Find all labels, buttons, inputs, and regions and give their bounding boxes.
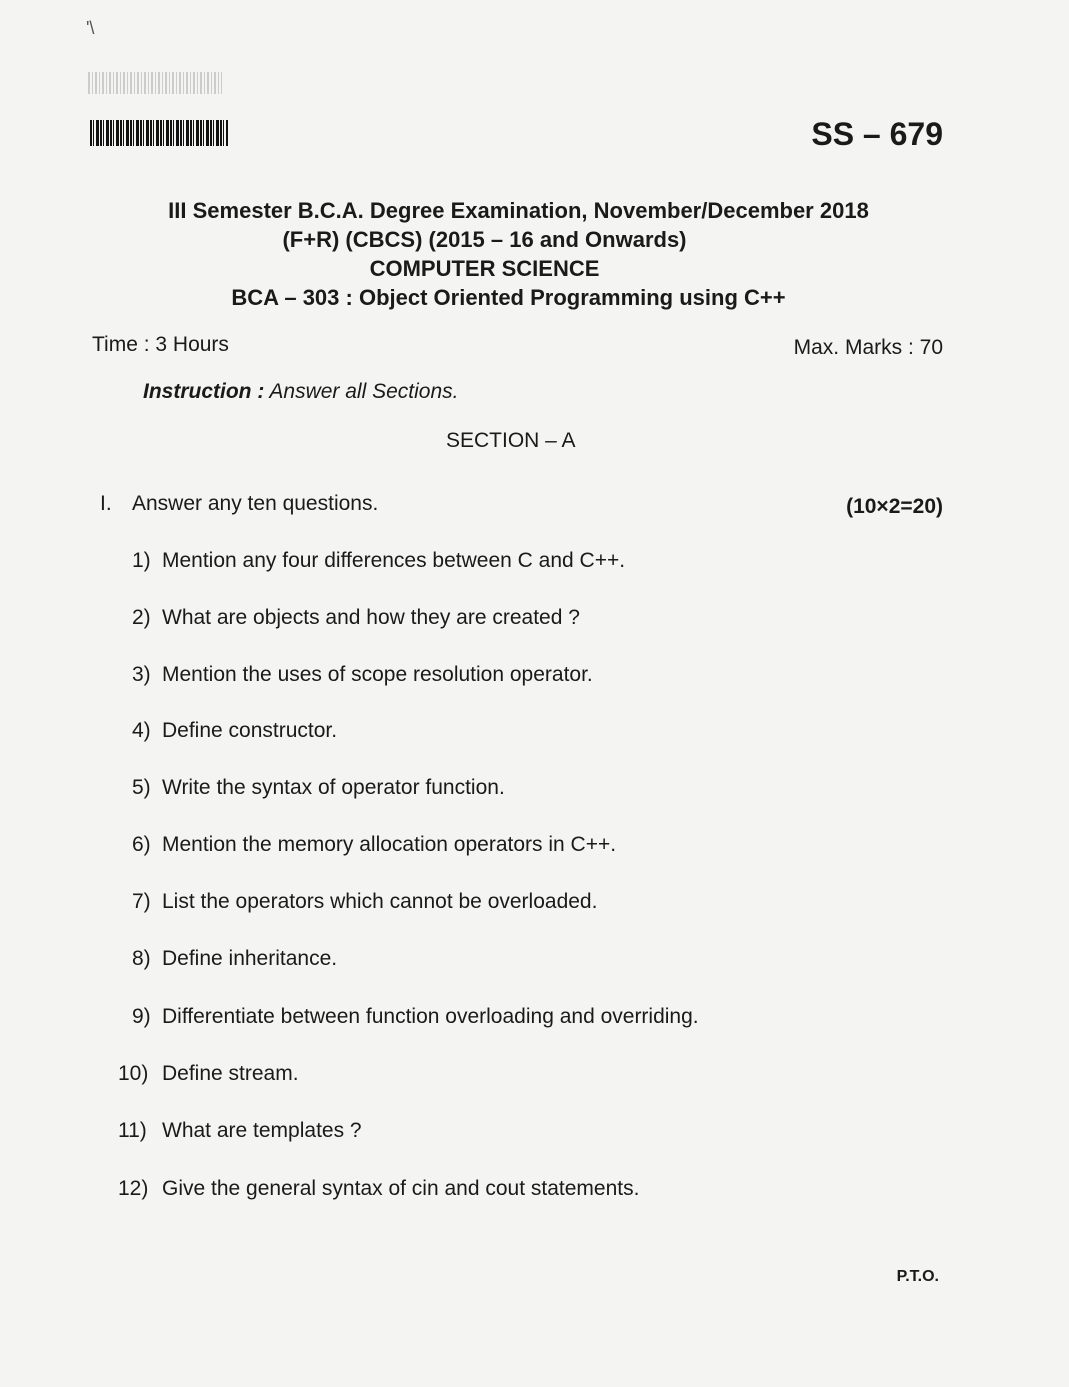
subject-title: COMPUTER SCIENCE (369, 256, 600, 281)
question-number: 6) (132, 833, 151, 856)
question-item (132, 890, 597, 914)
question-number: 9) (132, 1005, 151, 1028)
barcode-ghost (88, 72, 222, 94)
question-item (132, 606, 580, 630)
question-item (132, 1005, 699, 1029)
instruction-text: Answer all Sections. (269, 380, 459, 403)
exam-scheme: (F+R) (CBCS) (2015 – 16 and Onwards) (282, 227, 687, 252)
question-text: Give the general syntax of cin and cout statements. (162, 1177, 640, 1200)
question-number: 3) (132, 663, 151, 686)
question-text: What are templates ? (162, 1119, 362, 1142)
question-text: Define stream. (162, 1062, 299, 1085)
part-number: I. (100, 492, 112, 515)
paper-title: BCA – 303 : Object Oriented Programming using C++ (231, 285, 786, 310)
question-item (132, 776, 505, 800)
part-heading (100, 492, 378, 516)
page-edge-mark: '\ (86, 18, 95, 38)
question-text: List the operators which cannot be overloaded. (162, 890, 598, 913)
question-item (132, 719, 337, 743)
barcode (90, 120, 228, 146)
question-text: Differentiate between function overloading and overriding. (162, 1005, 699, 1028)
question-text: What are objects and how they are created ? (162, 606, 580, 629)
question-number: 4) (132, 719, 151, 742)
question-item (132, 947, 337, 971)
part-instruction: Answer any ten questions. (132, 492, 379, 515)
exam-time: Time : 3 Hours (92, 333, 229, 356)
question-number: 11) (118, 1119, 147, 1142)
question-text: Mention the uses of scope resolution operator. (162, 663, 593, 686)
question-number: 7) (132, 890, 151, 913)
question-item (132, 549, 625, 573)
question-item (118, 1119, 362, 1143)
instruction-label: Instruction : (143, 380, 265, 403)
question-item (132, 833, 616, 857)
question-number: 12) (118, 1177, 149, 1200)
question-text: Define constructor. (162, 719, 338, 742)
question-text: Mention any four differences between C and C++. (162, 549, 626, 572)
max-marks: Max. Marks : 70 (793, 336, 943, 359)
part-marks: (10×2=20) (846, 495, 943, 518)
question-text: Define inheritance. (162, 947, 338, 970)
instruction (143, 380, 458, 404)
question-item (118, 1062, 299, 1086)
question-number: 10) (118, 1062, 149, 1085)
question-number: 1) (132, 549, 151, 572)
question-text: Mention the memory allocation operators in C++. (162, 833, 617, 856)
question-number: 8) (132, 947, 151, 970)
question-text: Write the syntax of operator function. (162, 776, 505, 799)
question-number: 5) (132, 776, 151, 799)
question-item (118, 1177, 639, 1201)
paper-code: SS – 679 (811, 116, 943, 152)
question-number: 2) (132, 606, 151, 629)
exam-title: III Semester B.C.A. Degree Examination, November/December 2018 (168, 198, 869, 223)
question-item (132, 663, 593, 687)
section-a-title: SECTION – A (446, 429, 576, 452)
pto-label: P.T.O. (896, 1268, 939, 1285)
